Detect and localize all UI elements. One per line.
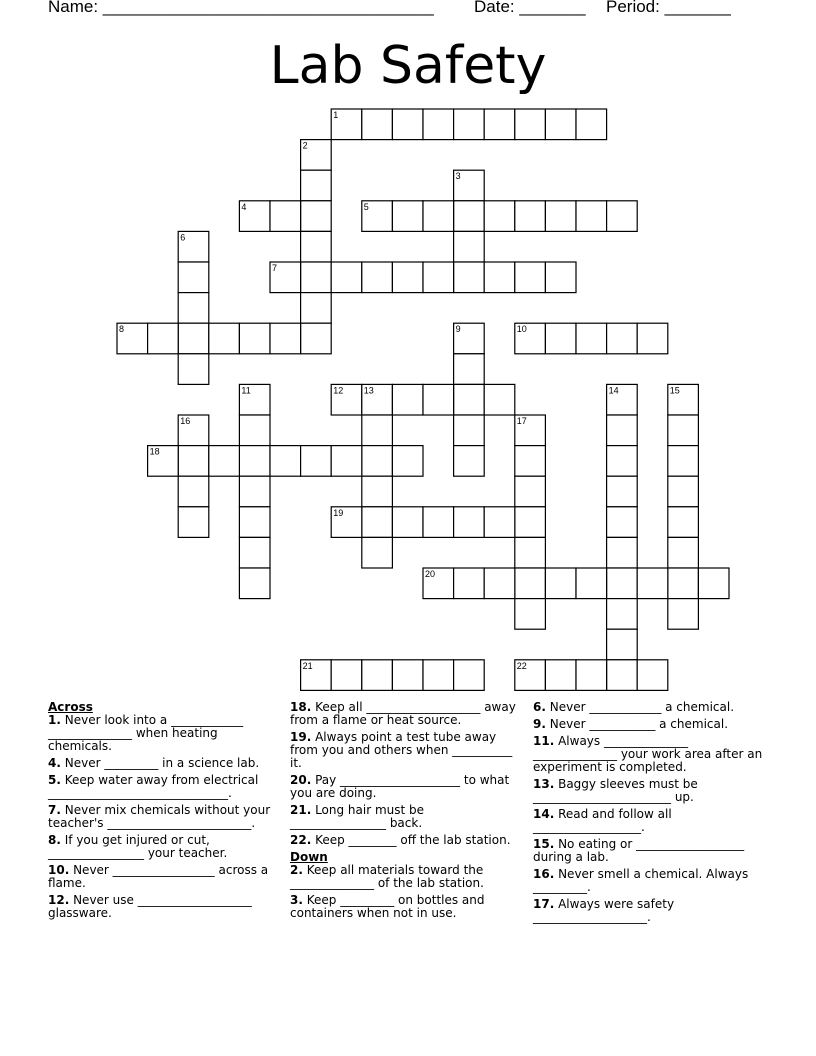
crossword-cell[interactable] [270,446,301,477]
crossword-cell[interactable] [423,507,454,538]
crossword-cell[interactable] [392,262,423,293]
crossword-cell[interactable] [270,323,301,354]
clue-item [48,714,274,753]
crossword-cell[interactable] [668,446,699,477]
clue-item [48,864,274,890]
clue-item [48,834,274,860]
clue-number: 1. [48,713,61,727]
clue-list [533,701,773,924]
crossword-cell[interactable] [301,262,332,293]
crossword-cell[interactable] [637,660,668,691]
crossword-cell[interactable] [607,568,638,599]
crossword-cell[interactable] [484,507,515,538]
crossword-cell[interactable] [454,507,485,538]
clue-item [533,898,773,924]
cell-number: 1 [333,110,339,120]
crossword-cell[interactable] [545,660,576,691]
clue-text: Baggy sleeves must be _______________________ up. [533,777,698,804]
crossword-cell[interactable] [331,262,362,293]
crossword-cell[interactable] [239,476,270,507]
crossword-cell[interactable] [484,109,515,140]
crossword-cell[interactable] [301,446,332,477]
crossword-cell[interactable] [454,568,485,599]
crossword-cell[interactable] [607,537,638,568]
crossword-cell[interactable] [331,660,362,691]
clue-number: 20. [290,773,312,787]
clue-text: Keep ________ off the lab station. [311,833,511,847]
clue-item [533,701,773,714]
crossword-cell[interactable] [423,262,454,293]
cell-number: 6 [180,232,186,243]
crossword-cell[interactable] [239,446,270,477]
crossword-cell[interactable] [607,446,638,477]
crossword-cell[interactable] [545,568,576,599]
clue-text: Never ____________ a chemical. [545,700,735,714]
crossword-cell[interactable] [301,231,332,262]
crossword-cell[interactable] [178,262,209,293]
crossword-cell[interactable] [576,323,607,354]
cell-number: 21 [302,660,313,671]
crossword-cell[interactable] [515,446,546,477]
name-field[interactable]: Name: ___________________________________ [48,0,434,16]
clue-text: Never look into a ____________ ______________ when heating chemicals. [48,713,244,753]
crossword-cell[interactable] [607,507,638,538]
crossword-cell[interactable] [148,323,179,354]
crossword-cell[interactable] [362,415,393,446]
down-heading: Down [290,850,328,864]
clue-text: No eating or __________________ during a lab. [533,837,745,864]
period-field[interactable]: Period: _______ [606,0,731,16]
clue-number: 19. [290,730,312,744]
crossword-cell[interactable] [484,201,515,232]
crossword-cell[interactable] [545,109,576,140]
crossword-cell[interactable] [301,323,332,354]
crossword-cell[interactable] [637,568,668,599]
crossword-cell[interactable] [178,323,209,354]
clue-item [533,735,773,774]
cell-number: 13 [363,385,374,396]
clue-number: 9. [533,717,546,731]
clue-number: 7. [48,803,61,817]
crossword-cell[interactable] [239,568,270,599]
cell-number: 12 [333,385,344,396]
crossword-cell[interactable] [576,201,607,232]
crossword-cell[interactable] [515,476,546,507]
cell-number: 15 [669,385,680,396]
cell-number: 22 [516,660,527,671]
clue-number: 2. [290,863,303,877]
crossword-cell[interactable] [454,109,485,140]
crossword-cell[interactable] [576,660,607,691]
clue-item [533,778,773,804]
crossword-cell[interactable] [515,201,546,232]
clue-item [290,864,522,890]
clue-text: Keep _________ on bottles and containers when not in use. [290,893,485,920]
crossword-cell[interactable] [484,568,515,599]
crossword-cell[interactable] [392,201,423,232]
crossword-cell[interactable] [209,323,240,354]
crossword-cell[interactable] [607,599,638,630]
cell-number: 18 [149,446,160,457]
clue-text: Always ______________ ______________ your work area after an experiment is completed. [533,734,763,774]
crossword-cell[interactable] [392,109,423,140]
date-field[interactable]: Date: _______ [474,0,586,16]
crossword-cell[interactable] [454,660,485,691]
crossword-cell[interactable] [392,384,423,415]
page-title: Lab Safety [269,36,547,96]
crossword-cell[interactable] [668,476,699,507]
crossword-cell[interactable] [423,109,454,140]
crossword-cell[interactable] [668,537,699,568]
cell-number: 3 [455,171,461,182]
clue-number: 11. [533,734,555,748]
crossword-cell[interactable] [178,446,209,477]
cell-number: 2 [302,140,308,151]
crossword-cell[interactable] [454,201,485,232]
clue-number: 3. [290,893,303,907]
crossword-cell[interactable] [576,568,607,599]
clue-item [48,757,274,770]
clue-number: 18. [290,700,312,714]
cell-number: 19 [333,507,344,518]
crossword-cell[interactable] [392,660,423,691]
crossword-cell[interactable] [239,415,270,446]
crossword-cell[interactable] [607,660,638,691]
clue-column-1 [48,701,274,924]
cell-number: 11 [241,385,251,396]
crossword-cell[interactable] [362,537,393,568]
across-heading: Across [48,700,93,714]
clue-item [290,774,522,800]
crossword-cell[interactable] [668,507,699,538]
crossword-cell[interactable] [515,507,546,538]
crossword-cell[interactable] [515,568,546,599]
crossword-cell[interactable] [392,446,423,477]
clue-column-2 [290,701,522,924]
crossword-cell[interactable] [668,568,699,599]
crossword-cell[interactable] [576,109,607,140]
cell-number: 16 [180,416,191,426]
cell-number: 8 [119,324,125,335]
clue-number: 5. [48,773,61,787]
clue-number: 4. [48,756,61,770]
crossword-cell[interactable] [239,323,270,354]
crossword-cell[interactable] [698,568,729,599]
crossword-cell[interactable] [607,629,638,660]
clue-number: 8. [48,833,61,847]
crossword-cell[interactable] [301,293,332,324]
crossword-cell[interactable] [178,476,209,507]
cell-number: 5 [363,201,369,212]
clue-text: Keep all ___________________ away from a flame or heat source. [290,700,516,727]
crossword-cell[interactable] [362,660,393,691]
crossword-cell[interactable] [178,293,209,324]
crossword-cell[interactable] [454,262,485,293]
clue-list [290,701,522,847]
clue-item [533,868,773,894]
clue-number: 22. [290,833,312,847]
cell-number: 14 [608,385,619,396]
cell-number: 20 [425,569,436,579]
clue-item [48,804,274,830]
clue-text: Never mix chemicals without your teacher's ________________________. [48,803,271,830]
crossword-cell[interactable] [362,262,393,293]
crossword-cell[interactable] [301,170,332,201]
clue-number: 10. [48,863,70,877]
clue-list [48,714,274,920]
crossword-cell[interactable] [392,507,423,538]
clue-item [290,701,522,727]
clue-number: 13. [533,777,555,791]
crossword-cell[interactable] [668,599,699,630]
clue-item [533,718,773,731]
clue-number: 15. [533,837,555,851]
clue-item [290,731,522,770]
clue-text: Never _________________ across a flame. [48,863,269,890]
clue-item [290,804,522,830]
crossword-cell[interactable] [515,537,546,568]
cell-number: 17 [516,416,527,426]
clue-text: Never use ___________________ glassware. [48,893,252,920]
clue-text: Never ___________ a chemical. [545,717,729,731]
clue-column-3 [533,701,773,928]
crossword-cell[interactable] [362,507,393,538]
clue-text: Pay ____________________ to what you are doing. [290,773,510,800]
crossword-cell[interactable] [362,109,393,140]
clue-item [533,808,773,834]
clue-text: Never smell a chemical. Always _________. [533,867,749,894]
clue-number: 21. [290,803,312,817]
crossword-cell[interactable] [515,599,546,630]
crossword-cell[interactable] [515,262,546,293]
crossword-cell[interactable] [331,446,362,477]
clue-text: Keep all materials toward the ______________ of the lab station. [290,863,484,890]
crossword-cell[interactable] [454,384,485,415]
clue-number: 17. [533,897,555,911]
clue-text: Always were safety ___________________. [533,897,675,924]
crossword-cell[interactable] [545,201,576,232]
cell-number: 7 [272,263,278,273]
crossword-cell[interactable] [301,201,332,232]
clue-number: 14. [533,807,555,821]
clue-text: Read and follow all __________________. [533,807,672,834]
crossword-cell[interactable] [637,323,668,354]
clue-text: Keep water away from electrical ______________________________. [48,773,259,800]
clue-item [48,894,274,920]
clue-text: If you get injured or cut, ________________ your teacher. [48,833,228,860]
crossword-cell[interactable] [454,446,485,477]
crossword-cell[interactable] [607,476,638,507]
clue-number: 12. [48,893,70,907]
cell-number: 10 [516,324,527,335]
crossword-cell[interactable] [454,354,485,385]
crossword-cell[interactable] [607,415,638,446]
crossword-cell[interactable] [423,384,454,415]
crossword-cell[interactable] [362,476,393,507]
crossword-cell[interactable] [423,201,454,232]
crossword-cell[interactable] [178,507,209,538]
crossword-cell[interactable] [423,660,454,691]
clue-item [48,774,274,800]
crossword-cell[interactable] [607,201,638,232]
crossword-cell[interactable] [362,446,393,477]
crossword-cell[interactable] [209,446,240,477]
clue-item [533,838,773,864]
clue-text: Never _________ in a science lab. [60,756,260,770]
crossword-cell[interactable] [484,262,515,293]
crossword-cell[interactable] [515,109,546,140]
clue-text: Always point a test tube away from you and others when __________ it. [290,730,513,770]
clue-item [290,834,522,847]
crossword-cell[interactable] [239,507,270,538]
crossword-cell[interactable] [668,415,699,446]
crossword-cell[interactable] [545,323,576,354]
crossword-cell[interactable] [607,323,638,354]
clue-list [290,864,522,920]
clue-number: 16. [533,867,555,881]
crossword-cell[interactable] [454,415,485,446]
clue-text: Long hair must be ________________ back. [290,803,425,830]
clue-item [290,894,522,920]
crossword-cell[interactable] [545,262,576,293]
cell-number: 9 [455,324,461,335]
crossword-cell[interactable] [454,231,485,262]
clue-number: 6. [533,700,546,714]
crossword-cell[interactable] [178,354,209,385]
crossword-cell[interactable] [484,384,515,415]
crossword-cell[interactable] [239,537,270,568]
cell-number: 4 [241,201,247,212]
crossword-cell[interactable] [270,201,301,232]
